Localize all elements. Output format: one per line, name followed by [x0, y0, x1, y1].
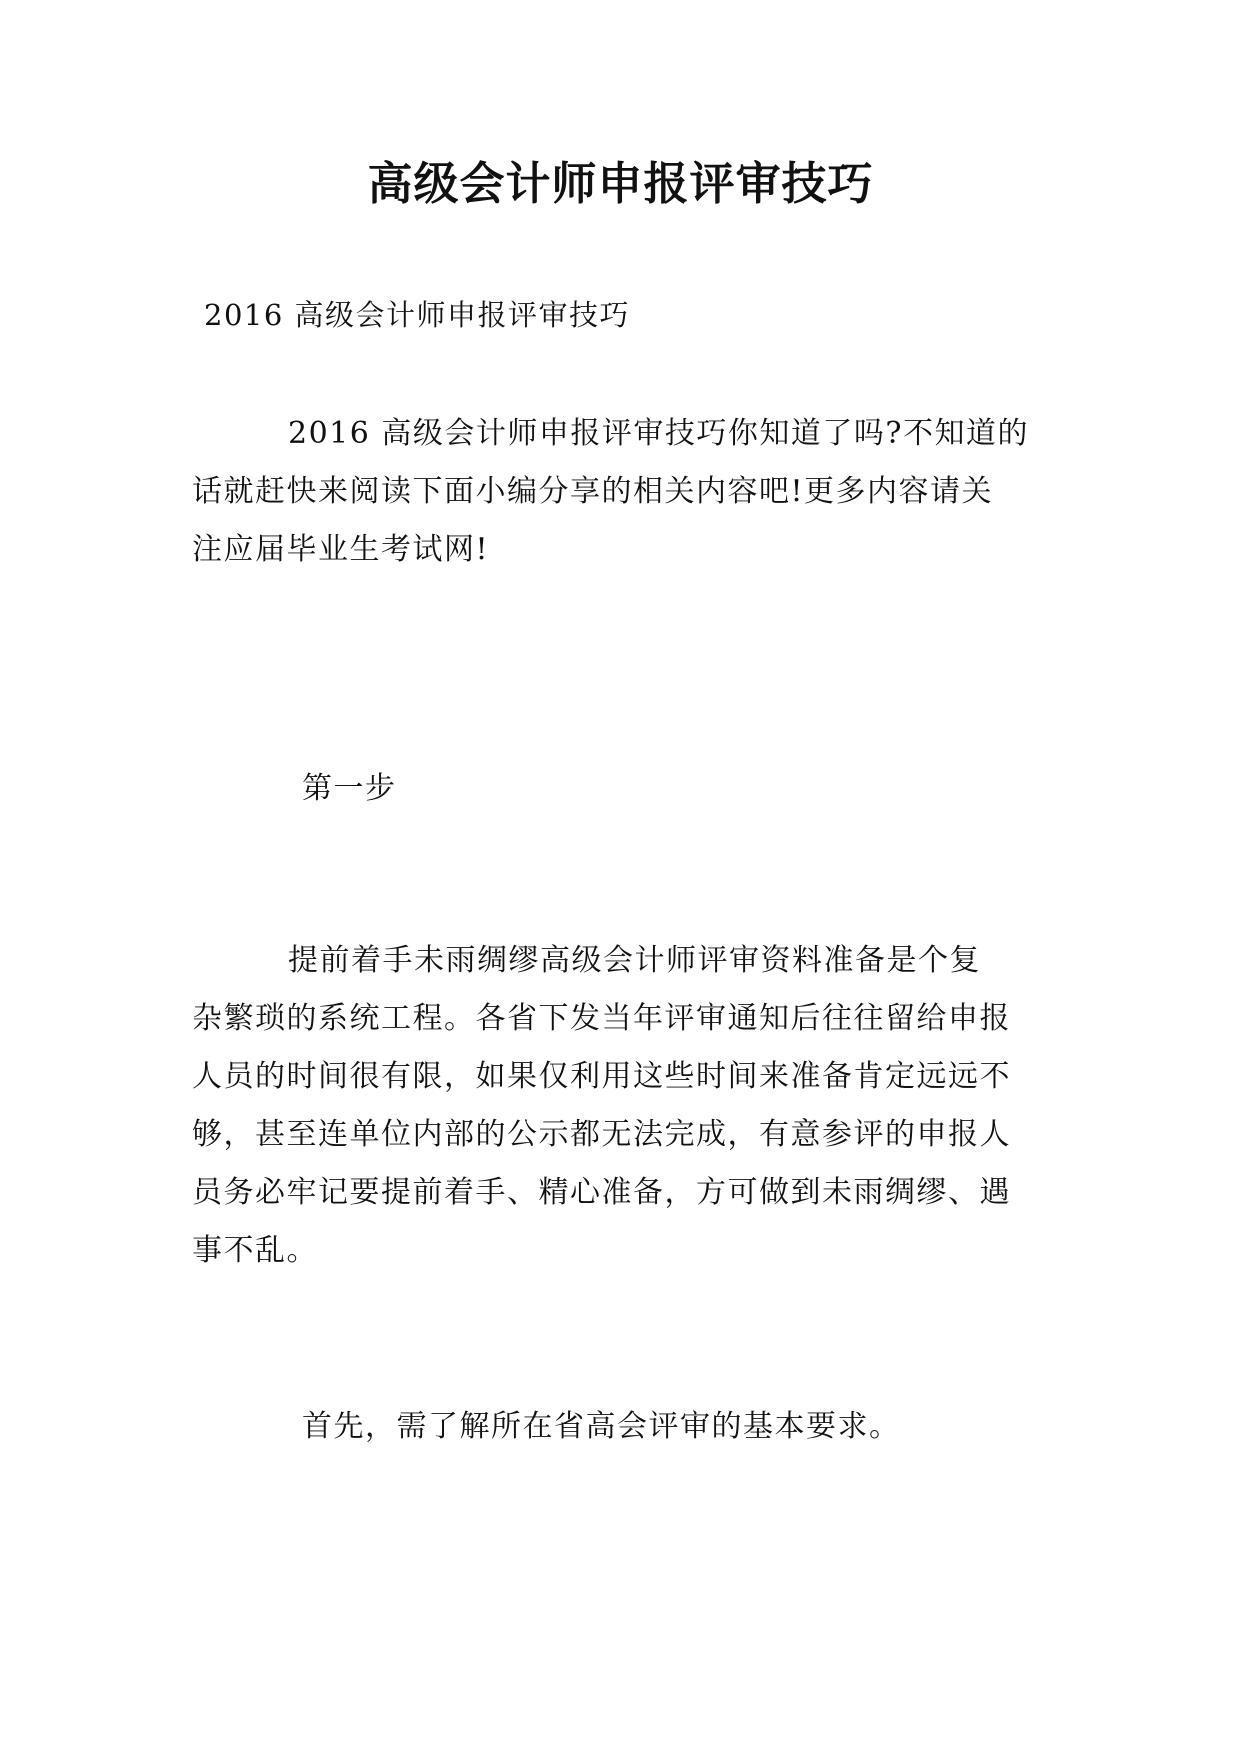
step-line-2: 杂繁琐的系统工程。各省下发当年评审通知后往往留给申报 — [192, 1001, 1011, 1036]
document-subtitle: 2016 高级会计师申报评审技巧 — [204, 298, 631, 332]
step-line-5: 员务必牢记要提前着手、精心准备，方可做到未雨绸缪、遇 — [192, 1175, 1011, 1210]
intro-line-3: 注应届毕业生考试网! — [192, 532, 490, 567]
closing-paragraph: 首先，需了解所在省高会评审的基本要求。 — [302, 1409, 901, 1444]
step-line-3: 人员的时间很有限，如果仅利用这些时间来准备肯定远远不 — [192, 1059, 1011, 1094]
step-line-1: 提前着手未雨绸缪高级会计师评审资料准备是个复 — [288, 943, 981, 978]
step-heading: 第一步 — [302, 771, 397, 806]
intro-line-1: 2016 高级会计师申报评审技巧你知道了吗?不知道的 — [288, 416, 1029, 451]
step-line-6: 事不乱。 — [192, 1233, 318, 1268]
step-paragraph — [192, 932, 1052, 1280]
document-title: 高级会计师申报评审技巧 — [367, 157, 874, 210]
intro-paragraph — [192, 405, 1052, 579]
step-line-4: 够，甚至连单位内部的公示都无法完成，有意参评的申报人 — [192, 1117, 1011, 1152]
intro-line-2: 话就赶快来阅读下面小编分享的相关内容吧!更多内容请关 — [192, 474, 994, 509]
